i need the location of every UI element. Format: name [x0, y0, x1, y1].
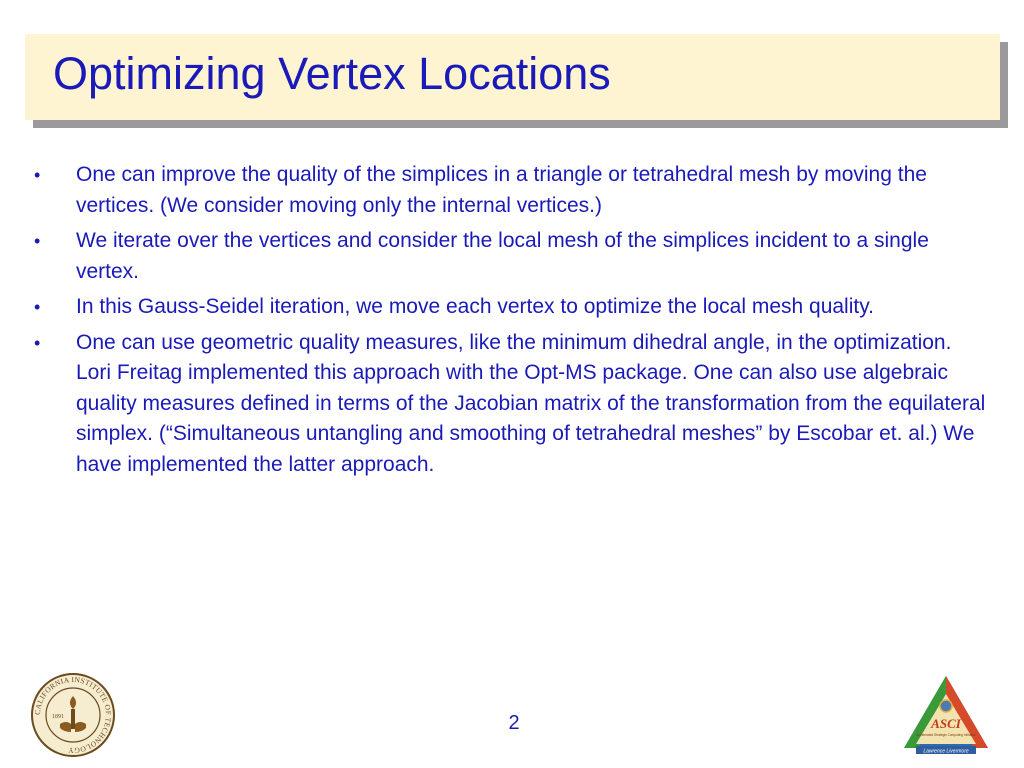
bullet-marker: •	[34, 332, 41, 353]
caltech-seal-text: CALIFORNIA INSTITUTE OF TECHNOLOGY	[32, 674, 114, 756]
caltech-seal-graphic	[30, 672, 116, 758]
bullet-text: In this Gauss-Seidel iteration, we move each vertex to optimize the local mesh quality.	[76, 295, 874, 318]
caltech-seal-icon	[30, 672, 116, 758]
asci-logo-graphic	[900, 672, 992, 756]
bullet-text: We iterate over the vertices and consider the local mesh of the simplices incident to a single vertex.	[76, 229, 929, 283]
bullet-marker: •	[34, 165, 41, 185]
bullet-item	[30, 160, 990, 221]
bullet-text: One can use geometric quality measures, like the minimum dihedral angle, in the optimization. Lori Freitag implemented this approach with the Opt-MS package. One can also use algebraic quality measures defined in terms of the Jacobian matrix of the transformation from the equilateral simplex. (“Simultaneous untangling and smoothing of tetrahedral meshes” by Escobar et. al.) We have implemented the latter approach.	[76, 330, 986, 476]
asci-logo-subtitle: Accelerated Strategic Computing Initiative	[916, 733, 976, 737]
bullet-item	[30, 226, 990, 287]
bullet-marker: •	[34, 231, 41, 251]
bullet-list	[30, 160, 990, 485]
caltech-seal-year: 1891	[52, 714, 64, 720]
asci-triangle-logo-icon	[900, 672, 992, 756]
bullet-item	[30, 328, 990, 481]
page-number: 2	[508, 712, 520, 734]
asci-logo-text: ASCI	[931, 716, 961, 731]
title-box	[25, 34, 1000, 120]
bullet-item	[30, 292, 990, 323]
bullet-text: One can improve the quality of the simplices in a triangle or tetrahedral mesh by moving the vertices. (We consider moving only the internal vertices.)	[76, 163, 927, 217]
slide-title: Optimizing Vertex Locations	[53, 48, 611, 99]
asci-logo-footer: Lawrence Livermore	[923, 748, 969, 755]
bullet-marker: •	[34, 297, 41, 317]
